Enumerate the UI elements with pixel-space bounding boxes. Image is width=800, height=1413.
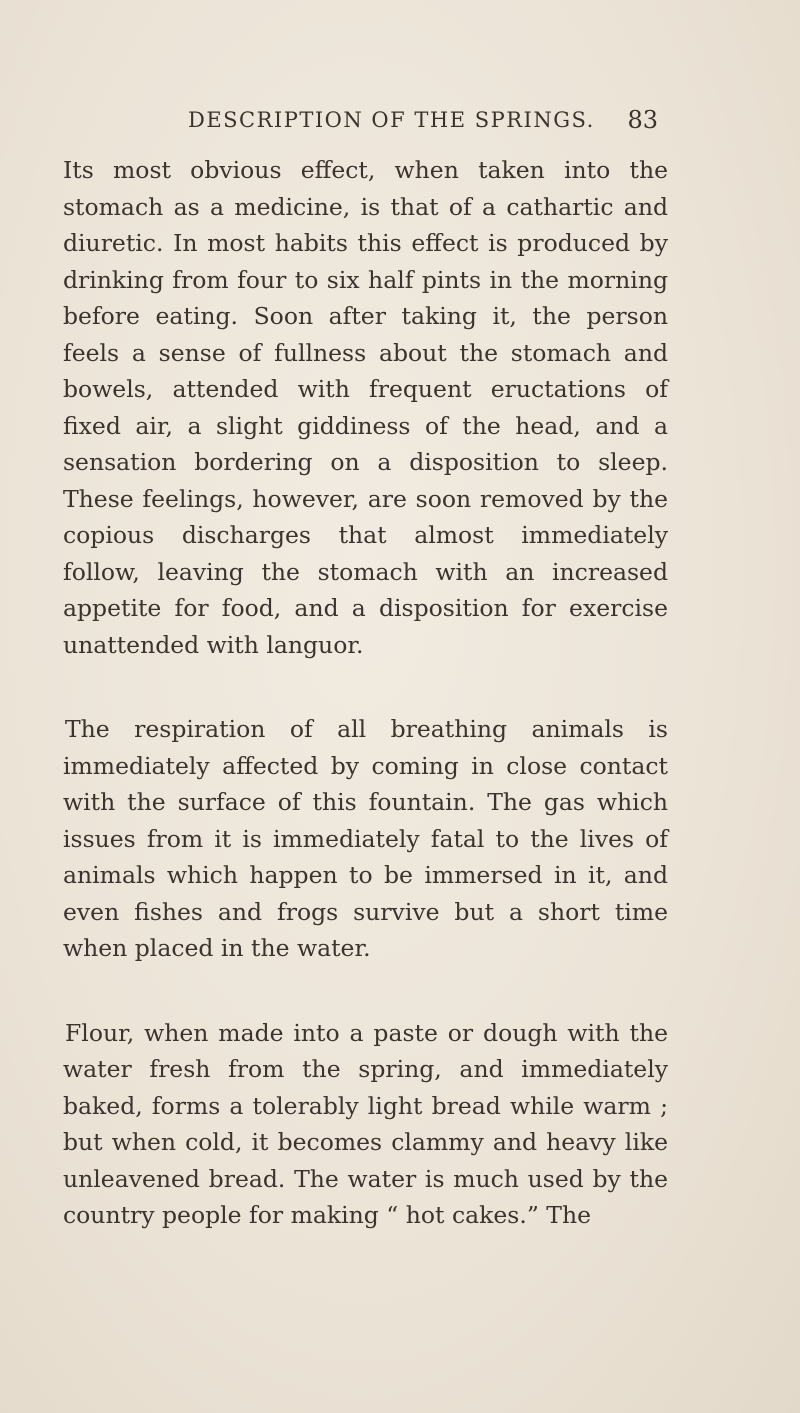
body-text [63, 152, 668, 1234]
paragraph-2: The respiration of all breathing animals is immediately affected by coming in close contact with the surface of this fountain. The gas which issues from it is immediately fatal to the lives of animals which happen to be immersed in it, and even fishes and frogs survive but a short time when placed in the water. [63, 715, 668, 962]
page-number: 83 [627, 106, 658, 134]
running-head: DESCRIPTION OF THE SPRINGS. [188, 108, 595, 132]
page-header [188, 108, 658, 138]
paragraph-1: Its most obvious effect, when taken into the stomach as a medicine, is that of a cathartic and diuretic. In most habits this effect is produced by drinking from four to six half pints in the morning before eating. Soon after taking it, the person feels a sense of fullness about the stomach and bowels, attended with frequent eructations of fixed air, a slight giddiness of the head, and a sensation bordering on a disposition to sleep. These feelings, however, are soon removed by the copious discharges that almost immediately follow, leaving the stomach with an increased appetite for food, and a disposition for exercise unattended with languor. [63, 156, 668, 659]
paragraph-3: Flour, when made into a paste or dough with the water fresh from the spring, and immediately baked, forms a tolerably light bread while warm ; but when cold, it becomes clammy and heavy like unleavened bread. The water is much used by the country people for making “ hot cakes.” The [63, 1018, 668, 1229]
